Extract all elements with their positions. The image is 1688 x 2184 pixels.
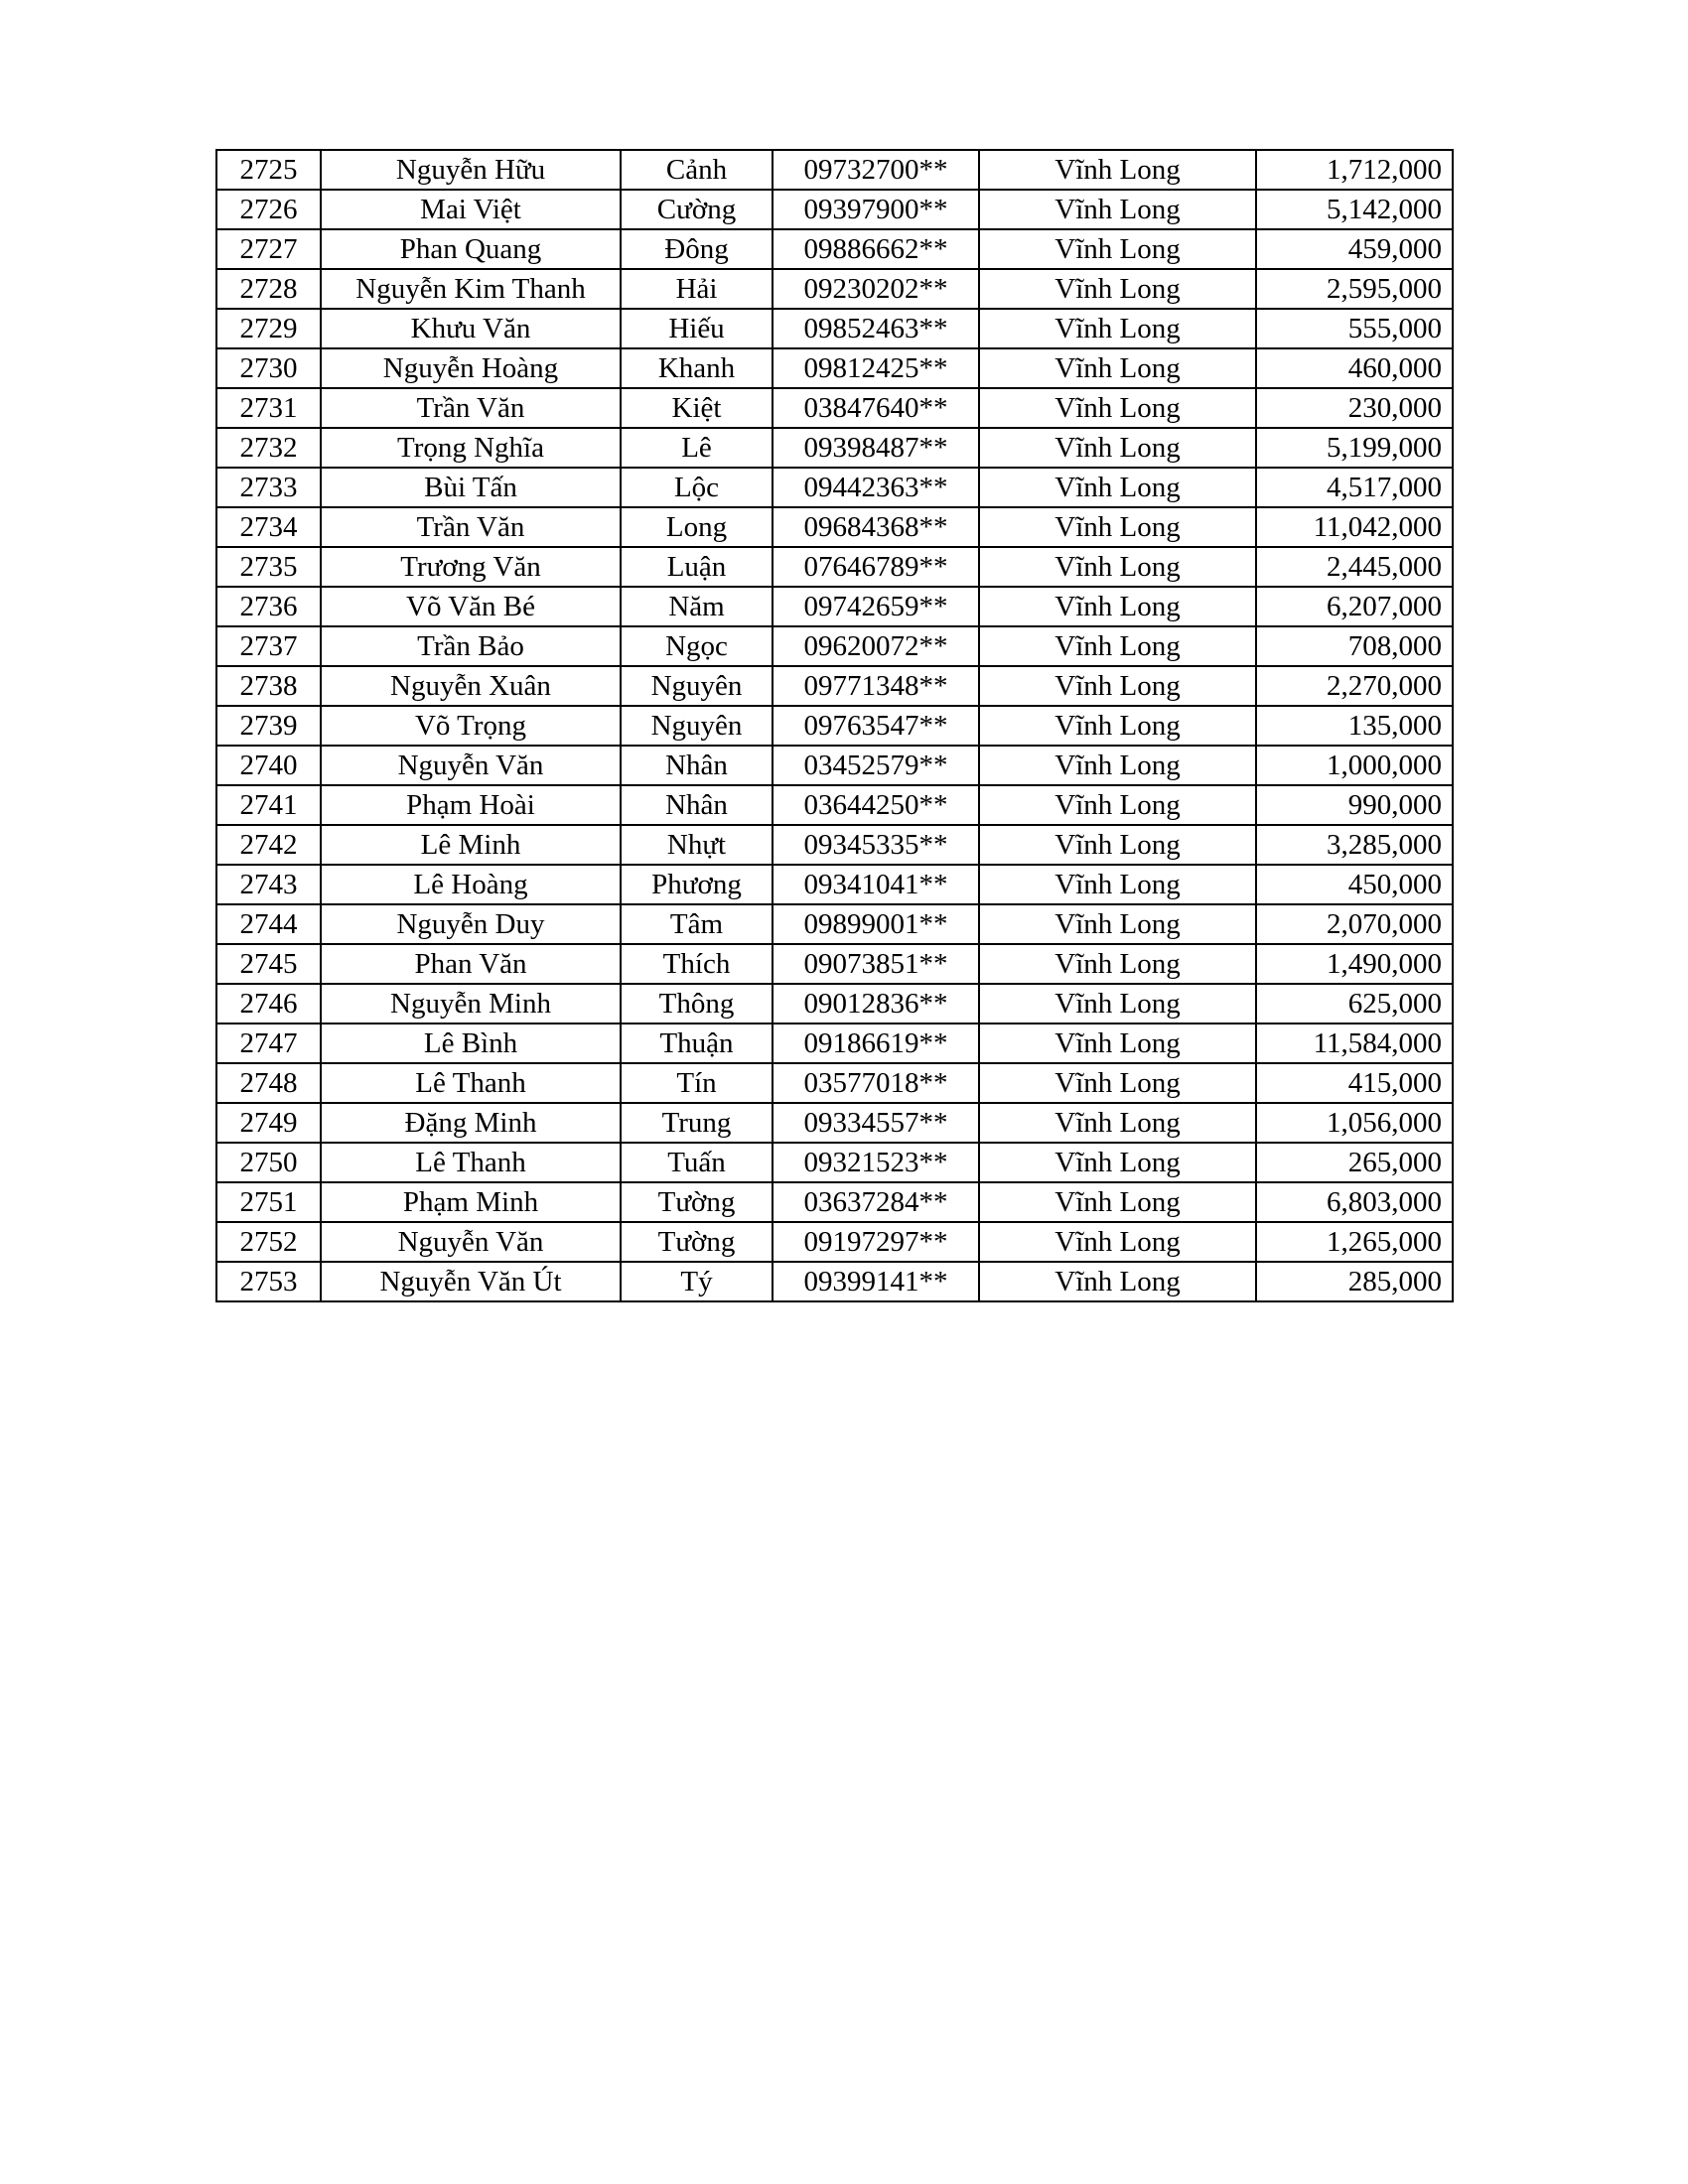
phone-cell: 09197297** [773, 1222, 979, 1262]
given-name-cell: Lê [621, 428, 773, 468]
row-number-cell: 2752 [216, 1222, 321, 1262]
given-name-cell: Hiếu [621, 309, 773, 348]
surname-cell: Bùi Tấn [321, 468, 621, 507]
amount-cell: 415,000 [1256, 1063, 1453, 1103]
surname-cell: Trần Văn [321, 388, 621, 428]
amount-cell: 2,595,000 [1256, 269, 1453, 309]
row-number-cell: 2741 [216, 785, 321, 825]
phone-cell: 09732700** [773, 150, 979, 190]
given-name-cell: Long [621, 507, 773, 547]
phone-cell: 09812425** [773, 348, 979, 388]
phone-cell: 09230202** [773, 269, 979, 309]
row-number-cell: 2749 [216, 1103, 321, 1143]
phone-cell: 09899001** [773, 904, 979, 944]
surname-cell: Phan Quang [321, 229, 621, 269]
table-row [216, 1024, 1453, 1063]
amount-cell: 5,199,000 [1256, 428, 1453, 468]
province-cell: Vĩnh Long [979, 1103, 1256, 1143]
row-number-cell: 2732 [216, 428, 321, 468]
surname-cell: Lê Hoàng [321, 865, 621, 904]
amount-cell: 708,000 [1256, 626, 1453, 666]
province-cell: Vĩnh Long [979, 706, 1256, 746]
surname-cell: Trần Văn [321, 507, 621, 547]
province-cell: Vĩnh Long [979, 269, 1256, 309]
province-cell: Vĩnh Long [979, 388, 1256, 428]
amount-cell: 11,584,000 [1256, 1024, 1453, 1063]
table-row [216, 984, 1453, 1024]
province-cell: Vĩnh Long [979, 666, 1256, 706]
province-cell: Vĩnh Long [979, 587, 1256, 626]
given-name-cell: Tý [621, 1262, 773, 1301]
amount-cell: 2,070,000 [1256, 904, 1453, 944]
table-body [216, 150, 1453, 1301]
row-number-cell: 2748 [216, 1063, 321, 1103]
given-name-cell: Năm [621, 587, 773, 626]
surname-cell: Phan Văn [321, 944, 621, 984]
table-row [216, 150, 1453, 190]
amount-cell: 4,517,000 [1256, 468, 1453, 507]
phone-cell: 09341041** [773, 865, 979, 904]
table-row [216, 1063, 1453, 1103]
amount-cell: 285,000 [1256, 1262, 1453, 1301]
phone-cell: 09763547** [773, 706, 979, 746]
province-cell: Vĩnh Long [979, 785, 1256, 825]
phone-cell: 09345335** [773, 825, 979, 865]
row-number-cell: 2734 [216, 507, 321, 547]
province-cell: Vĩnh Long [979, 190, 1256, 229]
row-number-cell: 2747 [216, 1024, 321, 1063]
phone-cell: 09442363** [773, 468, 979, 507]
amount-cell: 460,000 [1256, 348, 1453, 388]
table-row [216, 1103, 1453, 1143]
given-name-cell: Kiệt [621, 388, 773, 428]
given-name-cell: Trung [621, 1103, 773, 1143]
phone-cell: 09012836** [773, 984, 979, 1024]
row-number-cell: 2744 [216, 904, 321, 944]
surname-cell: Võ Văn Bé [321, 587, 621, 626]
given-name-cell: Đông [621, 229, 773, 269]
table-row [216, 626, 1453, 666]
row-number-cell: 2743 [216, 865, 321, 904]
surname-cell: Phạm Minh [321, 1182, 621, 1222]
given-name-cell: Tuấn [621, 1143, 773, 1182]
table-row [216, 1143, 1453, 1182]
amount-cell: 6,803,000 [1256, 1182, 1453, 1222]
row-number-cell: 2725 [216, 150, 321, 190]
phone-cell: 03577018** [773, 1063, 979, 1103]
table-row [216, 666, 1453, 706]
amount-cell: 3,285,000 [1256, 825, 1453, 865]
province-cell: Vĩnh Long [979, 229, 1256, 269]
amount-cell: 1,490,000 [1256, 944, 1453, 984]
surname-cell: Khưu Văn [321, 309, 621, 348]
amount-cell: 2,445,000 [1256, 547, 1453, 587]
province-cell: Vĩnh Long [979, 1024, 1256, 1063]
table-row [216, 229, 1453, 269]
table-row [216, 746, 1453, 785]
surname-cell: Nguyễn Kim Thanh [321, 269, 621, 309]
given-name-cell: Tường [621, 1182, 773, 1222]
given-name-cell: Ngọc [621, 626, 773, 666]
surname-cell: Trọng Nghĩa [321, 428, 621, 468]
phone-cell: 09684368** [773, 507, 979, 547]
row-number-cell: 2726 [216, 190, 321, 229]
phone-cell: 03847640** [773, 388, 979, 428]
surname-cell: Nguyễn Văn Út [321, 1262, 621, 1301]
phone-cell: 09397900** [773, 190, 979, 229]
amount-cell: 625,000 [1256, 984, 1453, 1024]
province-cell: Vĩnh Long [979, 150, 1256, 190]
row-number-cell: 2753 [216, 1262, 321, 1301]
province-cell: Vĩnh Long [979, 1063, 1256, 1103]
given-name-cell: Tường [621, 1222, 773, 1262]
surname-cell: Nguyễn Hữu [321, 150, 621, 190]
province-cell: Vĩnh Long [979, 1143, 1256, 1182]
table-row [216, 1262, 1453, 1301]
given-name-cell: Thích [621, 944, 773, 984]
table-row [216, 388, 1453, 428]
row-number-cell: 2746 [216, 984, 321, 1024]
row-number-cell: 2730 [216, 348, 321, 388]
row-number-cell: 2751 [216, 1182, 321, 1222]
given-name-cell: Nhân [621, 746, 773, 785]
amount-cell: 450,000 [1256, 865, 1453, 904]
given-name-cell: Thuận [621, 1024, 773, 1063]
table-row [216, 309, 1453, 348]
given-name-cell: Tín [621, 1063, 773, 1103]
province-cell: Vĩnh Long [979, 428, 1256, 468]
row-number-cell: 2729 [216, 309, 321, 348]
amount-cell: 459,000 [1256, 229, 1453, 269]
province-cell: Vĩnh Long [979, 309, 1256, 348]
amount-cell: 1,712,000 [1256, 150, 1453, 190]
phone-cell: 03637284** [773, 1182, 979, 1222]
province-cell: Vĩnh Long [979, 904, 1256, 944]
table-row [216, 269, 1453, 309]
given-name-cell: Nhựt [621, 825, 773, 865]
province-cell: Vĩnh Long [979, 825, 1256, 865]
row-number-cell: 2731 [216, 388, 321, 428]
province-cell: Vĩnh Long [979, 746, 1256, 785]
province-cell: Vĩnh Long [979, 626, 1256, 666]
table-row [216, 706, 1453, 746]
table-row [216, 785, 1453, 825]
surname-cell: Lê Thanh [321, 1143, 621, 1182]
given-name-cell: Nguyên [621, 666, 773, 706]
given-name-cell: Khanh [621, 348, 773, 388]
table-row [216, 547, 1453, 587]
row-number-cell: 2742 [216, 825, 321, 865]
table-row [216, 468, 1453, 507]
row-number-cell: 2750 [216, 1143, 321, 1182]
amount-cell: 5,142,000 [1256, 190, 1453, 229]
given-name-cell: Thông [621, 984, 773, 1024]
province-cell: Vĩnh Long [979, 944, 1256, 984]
row-number-cell: 2728 [216, 269, 321, 309]
phone-cell: 07646789** [773, 547, 979, 587]
table-row [216, 348, 1453, 388]
given-name-cell: Tâm [621, 904, 773, 944]
row-number-cell: 2733 [216, 468, 321, 507]
given-name-cell: Lộc [621, 468, 773, 507]
table-row [216, 865, 1453, 904]
phone-cell: 09742659** [773, 587, 979, 626]
surname-cell: Nguyễn Minh [321, 984, 621, 1024]
row-number-cell: 2739 [216, 706, 321, 746]
amount-cell: 2,270,000 [1256, 666, 1453, 706]
surname-cell: Trương Văn [321, 547, 621, 587]
phone-cell: 03452579** [773, 746, 979, 785]
table-row [216, 904, 1453, 944]
amount-cell: 230,000 [1256, 388, 1453, 428]
surname-cell: Nguyễn Hoàng [321, 348, 621, 388]
phone-cell: 03644250** [773, 785, 979, 825]
given-name-cell: Hải [621, 269, 773, 309]
amount-cell: 265,000 [1256, 1143, 1453, 1182]
row-number-cell: 2740 [216, 746, 321, 785]
amount-cell: 135,000 [1256, 706, 1453, 746]
amount-cell: 1,000,000 [1256, 746, 1453, 785]
surname-cell: Nguyễn Văn [321, 1222, 621, 1262]
province-cell: Vĩnh Long [979, 984, 1256, 1024]
phone-cell: 09852463** [773, 309, 979, 348]
amount-cell: 990,000 [1256, 785, 1453, 825]
amount-cell: 555,000 [1256, 309, 1453, 348]
table-row [216, 428, 1453, 468]
given-name-cell: Nhân [621, 785, 773, 825]
row-number-cell: 2738 [216, 666, 321, 706]
table-row [216, 507, 1453, 547]
province-cell: Vĩnh Long [979, 1262, 1256, 1301]
amount-cell: 1,265,000 [1256, 1222, 1453, 1262]
province-cell: Vĩnh Long [979, 1222, 1256, 1262]
table-row [216, 944, 1453, 984]
surname-cell: Lê Thanh [321, 1063, 621, 1103]
phone-cell: 09321523** [773, 1143, 979, 1182]
row-number-cell: 2736 [216, 587, 321, 626]
phone-cell: 09398487** [773, 428, 979, 468]
given-name-cell: Nguyên [621, 706, 773, 746]
amount-cell: 11,042,000 [1256, 507, 1453, 547]
phone-cell: 09886662** [773, 229, 979, 269]
recipient-table [215, 149, 1454, 1302]
province-cell: Vĩnh Long [979, 348, 1256, 388]
table-row [216, 587, 1453, 626]
given-name-cell: Cường [621, 190, 773, 229]
surname-cell: Nguyễn Duy [321, 904, 621, 944]
table-row [216, 1182, 1453, 1222]
surname-cell: Nguyễn Xuân [321, 666, 621, 706]
table-row [216, 825, 1453, 865]
row-number-cell: 2727 [216, 229, 321, 269]
province-cell: Vĩnh Long [979, 547, 1256, 587]
surname-cell: Phạm Hoài [321, 785, 621, 825]
given-name-cell: Cảnh [621, 150, 773, 190]
surname-cell: Võ Trọng [321, 706, 621, 746]
row-number-cell: 2745 [216, 944, 321, 984]
phone-cell: 09771348** [773, 666, 979, 706]
surname-cell: Nguyễn Văn [321, 746, 621, 785]
table-row [216, 190, 1453, 229]
amount-cell: 1,056,000 [1256, 1103, 1453, 1143]
surname-cell: Trần Bảo [321, 626, 621, 666]
amount-cell: 6,207,000 [1256, 587, 1453, 626]
given-name-cell: Luận [621, 547, 773, 587]
phone-cell: 09334557** [773, 1103, 979, 1143]
province-cell: Vĩnh Long [979, 468, 1256, 507]
province-cell: Vĩnh Long [979, 1182, 1256, 1222]
phone-cell: 09620072** [773, 626, 979, 666]
province-cell: Vĩnh Long [979, 865, 1256, 904]
surname-cell: Lê Bình [321, 1024, 621, 1063]
surname-cell: Mai Việt [321, 190, 621, 229]
province-cell: Vĩnh Long [979, 507, 1256, 547]
given-name-cell: Phương [621, 865, 773, 904]
phone-cell: 09073851** [773, 944, 979, 984]
row-number-cell: 2737 [216, 626, 321, 666]
surname-cell: Đặng Minh [321, 1103, 621, 1143]
phone-cell: 09186619** [773, 1024, 979, 1063]
row-number-cell: 2735 [216, 547, 321, 587]
table-row [216, 1222, 1453, 1262]
surname-cell: Lê Minh [321, 825, 621, 865]
phone-cell: 09399141** [773, 1262, 979, 1301]
